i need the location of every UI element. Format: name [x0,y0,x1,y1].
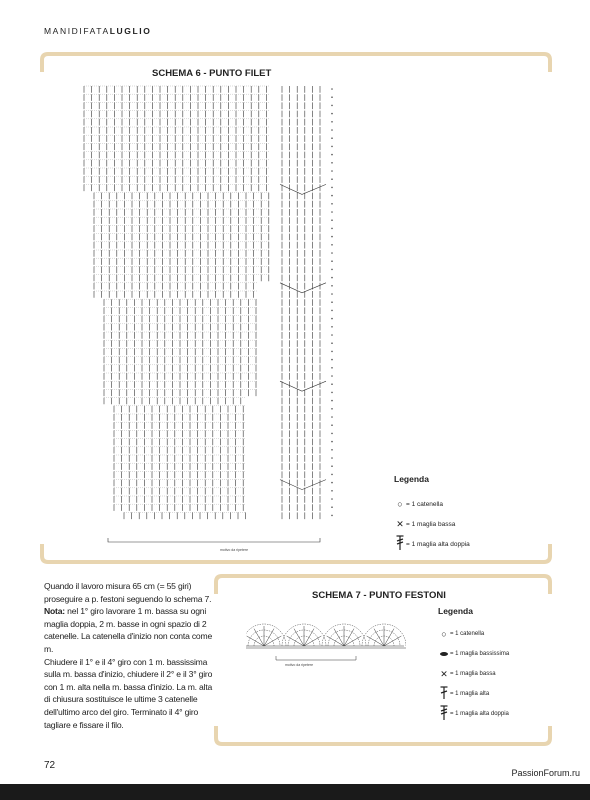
page-number: 72 [44,760,56,771]
legend-item [394,534,470,554]
nota-paragraph [44,605,214,655]
nota-label: Nota: [44,606,65,617]
legend-item [438,684,509,704]
double-treble-icon [394,535,406,553]
legend-item [438,644,509,664]
double-treble-icon [438,705,450,723]
single-crochet-icon: ✕ [396,518,404,529]
legend-label: = 1 maglia bassa [450,671,496,677]
chain-stitch-icon: ○ [441,629,447,639]
festoni-chart [246,606,406,666]
filet-chart [70,82,360,546]
magazine-header [44,26,151,36]
legend-heading: Legenda [394,474,429,484]
single-crochet-icon: ✕ [440,668,448,679]
legend-label: = 1 maglia alta doppia [450,711,509,717]
site-watermark: PassionForum.ru [511,768,580,778]
legend-item [394,514,470,534]
intro-paragraph: Quando il lavoro misura 65 cm (= 55 giri) proseguire a p. festoni seguendo lo schema 7. [44,581,212,604]
legend-label: = 1 maglia bassa [406,520,456,528]
legend-label: = 1 maglia alta [450,691,490,697]
legend-item [438,664,509,684]
legend-item [438,624,509,644]
schema7-repeat-caption: motivo da ripetere [285,663,314,667]
footer-bar [0,784,590,800]
legend-label: = 1 maglia alta doppia [406,540,470,548]
schema7-title: SCHEMA 7 - PUNTO FESTONI [312,590,446,601]
schema6-title: SCHEMA 6 - PUNTO FILET [152,68,272,79]
schema7-legend [438,606,509,724]
legend-item [394,494,470,514]
schema6-repeat-caption: motivo da ripetere [220,548,249,552]
legend-item [438,704,509,724]
slip-stitch-icon [438,649,450,659]
schema6-legend [394,474,470,554]
instructions-text [44,580,214,731]
legend-heading: Legenda [438,606,473,616]
double-crochet-icon [438,686,450,702]
legend-label: = 1 catenella [450,631,485,637]
brand-name: MANIDIFATA [44,26,110,36]
legend-label: = 1 catenella [406,500,444,508]
issue-month: LUGLIO [109,26,152,36]
instructions-paragraph: Chiudere il 1° e il 4° giro con 1 m. bassissima sulla m. bassa d'inizio, chiudere il 2° e il 3° giro con 1 m. alta nella m. bassa d'inizio. La m. alta di chiusura sostituisce le ultime 3 catenelle dell'ultimo arco del giro. Terminato il 4° giro tagliare e fissare il filo. [44,656,213,730]
chain-stitch-icon: ○ [397,499,403,509]
nota-text: nel 1° giro lavorare 1 m. bassa su ogni maglia doppia, 2 m. basse in ogni spazio di 2 catenelle. La catenella d'inizio non conta come m. [44,606,213,654]
legend-label: = 1 maglia bassissima [450,651,510,657]
